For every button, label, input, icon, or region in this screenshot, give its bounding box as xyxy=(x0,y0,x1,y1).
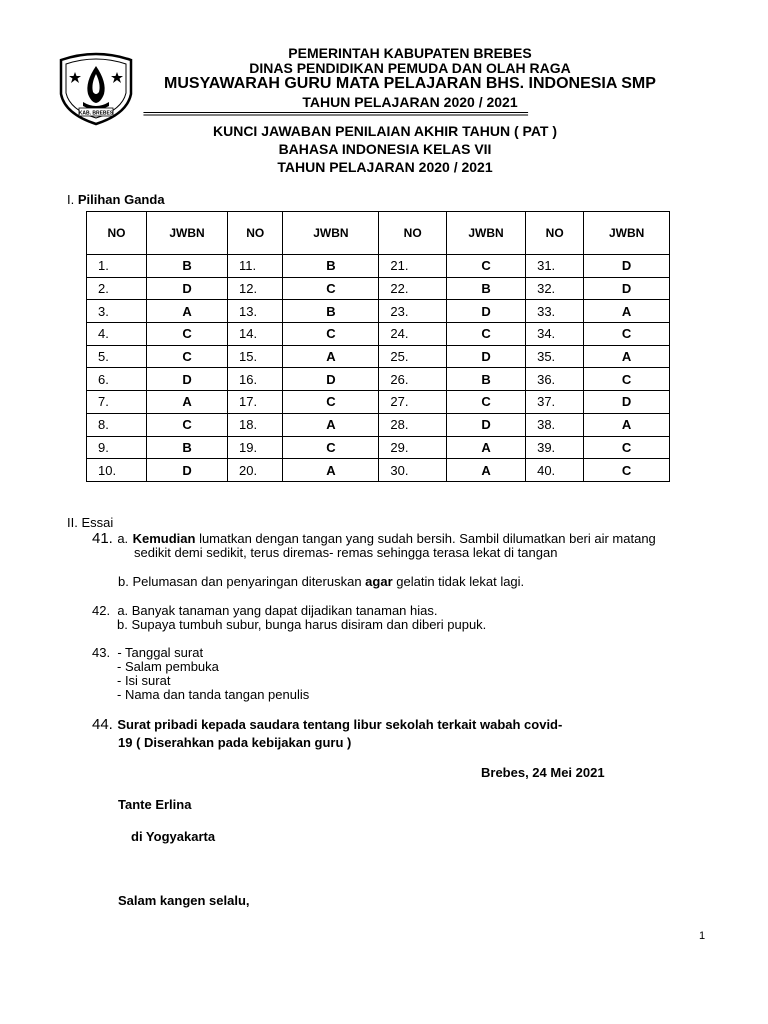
table-header-cell: JWBN xyxy=(446,212,525,255)
section-multiple-choice-heading xyxy=(67,192,165,207)
table-row xyxy=(87,300,670,323)
answer-text: a. Banyak tanaman yang dapat dijadikan tanaman hias. xyxy=(117,603,438,618)
item-part-label: b. xyxy=(118,574,129,589)
table-header-cell: JWBN xyxy=(283,212,379,255)
header-government: PEMERINTAH KABUPATEN BREBES xyxy=(288,45,532,61)
answer-cell: A xyxy=(584,300,670,323)
answer-cell: C xyxy=(283,277,379,300)
question-number-cell: 39. xyxy=(526,436,584,459)
answer-cell: C xyxy=(147,413,228,436)
table-row xyxy=(87,345,670,368)
answer-cell: B xyxy=(283,255,379,278)
kabupaten-brebes-logo xyxy=(55,50,137,126)
answer-cell: A xyxy=(147,300,228,323)
item-number: 44. xyxy=(92,716,113,733)
answer-cell: D xyxy=(446,345,525,368)
header-divider: ================================================================================================ xyxy=(143,110,528,120)
answer-cell: B xyxy=(446,277,525,300)
list-item: - Salam pembuka xyxy=(117,659,219,674)
answer-text: gelatin tidak lekat lagi. xyxy=(392,574,525,589)
answer-cell: A xyxy=(584,345,670,368)
answer-cell: B xyxy=(147,436,228,459)
question-number-cell: 10. xyxy=(87,459,147,482)
question-number-cell: 19. xyxy=(228,436,283,459)
question-number-cell: 15. xyxy=(228,345,283,368)
question-number-cell: 4. xyxy=(87,323,147,346)
section-essay-heading: II. Essai xyxy=(67,515,114,530)
table-row xyxy=(87,436,670,459)
question-number-cell: 3. xyxy=(87,300,147,323)
question-number-cell: 38. xyxy=(526,413,584,436)
table-row xyxy=(87,391,670,414)
essay-item-44 xyxy=(92,716,562,734)
answer-cell: C xyxy=(446,255,525,278)
question-number-cell: 6. xyxy=(87,368,147,391)
answer-text-continued: 19 ( Diserahkan pada kebijakan guru ) xyxy=(118,735,352,750)
header-forum: MUSYAWARAH GURU MATA PELAJARAN BHS. INDONESIA SMP xyxy=(164,75,656,92)
answer-text-continued: sedikit demi sedikit, terus diremas- remas sehingga terasa lekat di tangan xyxy=(134,545,558,560)
question-number-cell: 2. xyxy=(87,277,147,300)
answer-cell: D xyxy=(446,300,525,323)
list-item: - Isi surat xyxy=(117,673,171,688)
question-number-cell: 36. xyxy=(526,368,584,391)
header-year: TAHUN PELAJARAN 2020 / 2021 xyxy=(302,94,518,110)
answer-cell: D xyxy=(147,277,228,300)
table-row xyxy=(87,277,670,300)
doc-title: KUNCI JAWABAN PENILAIAN AKHIR TAHUN ( PAT ) xyxy=(212,123,558,139)
answer-cell: D xyxy=(584,277,670,300)
table-header-cell: NO xyxy=(526,212,584,255)
answer-key-table xyxy=(86,211,670,482)
answer-cell: A xyxy=(147,391,228,414)
question-number-cell: 35. xyxy=(526,345,584,368)
table-header-cell: NO xyxy=(87,212,147,255)
table-row xyxy=(87,368,670,391)
answer-cell: A xyxy=(446,436,525,459)
answer-cell: C xyxy=(584,436,670,459)
question-number-cell: 18. xyxy=(228,413,283,436)
table-header-cell: NO xyxy=(379,212,447,255)
item-number: 43. xyxy=(92,645,111,660)
question-number-cell: 11. xyxy=(228,255,283,278)
table-header-cell: NO xyxy=(228,212,283,255)
answer-text: Pelumasan dan penyaringan diteruskan xyxy=(128,574,366,589)
answer-cell: C xyxy=(283,391,379,414)
essay-item-42 xyxy=(92,603,437,618)
question-number-cell: 29. xyxy=(379,436,447,459)
table-row xyxy=(87,255,670,278)
answer-cell: A xyxy=(283,413,379,436)
list-item: - Tanggal surat xyxy=(117,645,204,660)
question-number-cell: 26. xyxy=(379,368,447,391)
question-number-cell: 1. xyxy=(87,255,147,278)
table-row xyxy=(87,413,670,436)
item-number: 41. xyxy=(92,530,113,547)
question-number-cell: 25. xyxy=(379,345,447,368)
question-number-cell: 34. xyxy=(526,323,584,346)
answer-text: b. Supaya tumbuh subur, bunga harus disiram dan diberi pupuk. xyxy=(117,617,487,632)
question-number-cell: 9. xyxy=(87,436,147,459)
letter-greeting: Salam kangen selalu, xyxy=(118,893,250,908)
emphasis-word: Kemudian xyxy=(132,531,196,546)
question-number-cell: 16. xyxy=(228,368,283,391)
section-number: I. xyxy=(67,192,75,207)
question-number-cell: 28. xyxy=(379,413,447,436)
question-number-cell: 24. xyxy=(379,323,447,346)
answer-cell: A xyxy=(584,413,670,436)
item-part-label: a. xyxy=(117,531,129,546)
item-number: 42. xyxy=(92,603,111,618)
question-number-cell: 40. xyxy=(526,459,584,482)
answer-cell: C xyxy=(283,436,379,459)
letter-recipient: Tante Erlina xyxy=(118,797,192,812)
answer-cell: B xyxy=(283,300,379,323)
answer-cell: C xyxy=(446,391,525,414)
question-number-cell: 22. xyxy=(379,277,447,300)
question-number-cell: 8. xyxy=(87,413,147,436)
answer-text: Surat pribadi kepada saudara tentang libur sekolah terkait wabah covid- xyxy=(117,717,563,732)
essay-item-43 xyxy=(92,645,203,660)
table-header-row xyxy=(87,212,670,255)
emphasis-word: agar xyxy=(365,574,393,589)
list-item: - Nama dan tanda tangan penulis xyxy=(117,687,310,702)
answer-cell: A xyxy=(283,345,379,368)
answer-text: lumatkan dengan tangan yang sudah bersih. Sambil dilumatkan beri air matang xyxy=(195,531,656,546)
answer-cell: D xyxy=(147,459,228,482)
section-title: Pilihan Ganda xyxy=(77,192,165,207)
question-number-cell: 5. xyxy=(87,345,147,368)
answer-cell: B xyxy=(147,255,228,278)
question-number-cell: 7. xyxy=(87,391,147,414)
question-number-cell: 27. xyxy=(379,391,447,414)
answer-cell: C xyxy=(584,323,670,346)
table-row xyxy=(87,459,670,482)
logo-text: KAB. BREBES xyxy=(78,110,114,117)
answer-cell: D xyxy=(584,255,670,278)
table-header-cell: JWBN xyxy=(584,212,670,255)
question-number-cell: 17. xyxy=(228,391,283,414)
answer-cell: B xyxy=(446,368,525,391)
letter-date: Brebes, 24 Mei 2021 xyxy=(481,765,605,780)
question-number-cell: 37. xyxy=(526,391,584,414)
page-number: 1 xyxy=(699,930,706,942)
answer-cell: D xyxy=(584,391,670,414)
question-number-cell: 32. xyxy=(526,277,584,300)
question-number-cell: 12. xyxy=(228,277,283,300)
answer-cell: C xyxy=(446,323,525,346)
question-number-cell: 33. xyxy=(526,300,584,323)
question-number-cell: 20. xyxy=(228,459,283,482)
answer-cell: C xyxy=(584,368,670,391)
answer-cell: A xyxy=(446,459,525,482)
question-number-cell: 23. xyxy=(379,300,447,323)
doc-year: TAHUN PELAJARAN 2020 / 2021 xyxy=(277,159,493,175)
header-department: DINAS PENDIDIKAN PEMUDA DAN OLAH RAGA xyxy=(249,60,571,76)
question-number-cell: 21. xyxy=(379,255,447,278)
question-number-cell: 14. xyxy=(228,323,283,346)
answer-cell: D xyxy=(283,368,379,391)
essay-item-41-b xyxy=(118,574,524,589)
answer-cell: D xyxy=(446,413,525,436)
answer-cell: A xyxy=(283,459,379,482)
answer-cell: D xyxy=(147,368,228,391)
letter-location: di Yogyakarta xyxy=(131,829,216,844)
answer-cell: C xyxy=(147,345,228,368)
answer-cell: C xyxy=(584,459,670,482)
question-number-cell: 30. xyxy=(379,459,447,482)
table-header-cell: JWBN xyxy=(147,212,228,255)
question-number-cell: 31. xyxy=(526,255,584,278)
table-row xyxy=(87,323,670,346)
answer-cell: C xyxy=(283,323,379,346)
answer-cell: C xyxy=(147,323,228,346)
doc-subject: BAHASA INDONESIA KELAS VII xyxy=(278,141,492,157)
question-number-cell: 13. xyxy=(228,300,283,323)
